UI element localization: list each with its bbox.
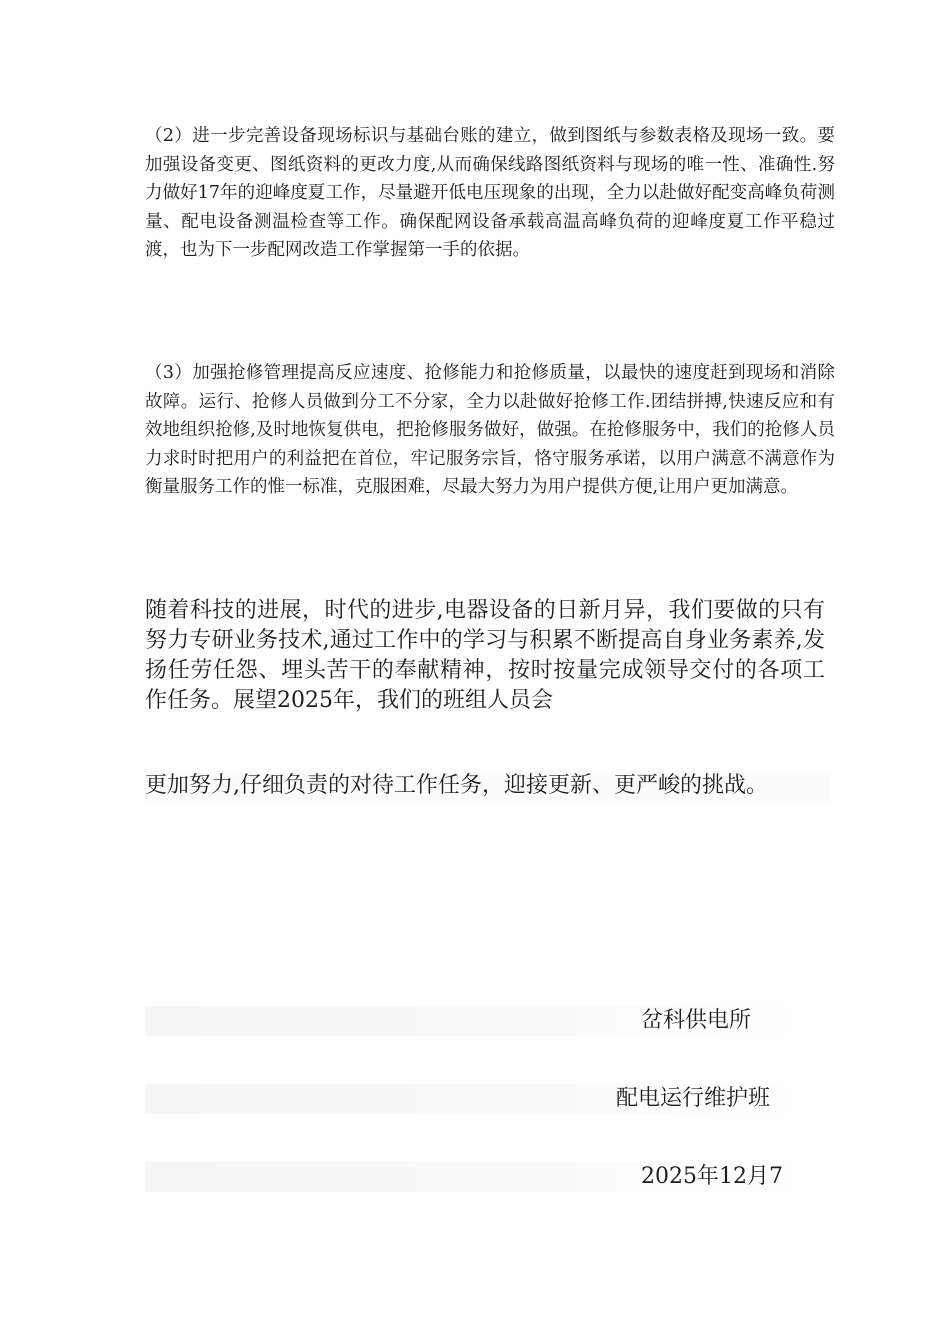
signature-date: 2025年12月7 bbox=[641, 1164, 783, 1189]
signature-organization: 岔科供电所 bbox=[641, 1008, 752, 1033]
paragraph-outlook-closing: 更加努力,仔细负责的对待工作任务，迎接更新、更严峻的挑战。 bbox=[145, 771, 831, 801]
paragraph-item-3: （3）加强抢修管理提高反应速度、抢修能力和抢修质量，以最快的速度赶到现场和消除故障。运行、抢修人员做到分工不分家，全力以赴做好抢修工作.团结拼搏,快速反应和有效地组织抢修,及时地恢复供电，把抢修服务做好，做强。在抢修服务中，我们的抢修人员力求时时把用户的利益把在首位，牢记服务宗旨，恪守服务承诺，以用户满意不满意作为衡量服务工作的惟一标准，克服困难，尽最大努力为用户提供方便,让用户更加满意。 bbox=[145, 363, 835, 497]
signature-team: 配电运行维护班 bbox=[616, 1086, 771, 1111]
paragraph-item-2: （2）进一步完善设备现场标识与基础台账的建立，做到图纸与参数表格及现场一致。要加强设备变更、图纸资料的更改力度,从而确保线路图纸资料与现场的唯一性、准确性.努力做好17年的迎峰度夏工作，尽量避开低电压现象的出现，全力以赴做好配变高峰负荷测量、配电设备测温检查等工作。确保配网设备承载高温高峰负荷的迎峰度夏工作平稳过渡，也为下一步配网改造工作掌握第一手的依据。 bbox=[145, 126, 835, 260]
paragraph-outlook: 随着科技的进展，时代的进步,电器设备的日新月异，我们要做的只有努力专研业务技术,通过工作中的学习与积累不断提高自身业务素养,发扬任劳任怨、埋头苦干的奉献精神，按时按量完成领导交付的各项工作任务。展望2025年，我们的班组人员会 bbox=[145, 598, 825, 713]
